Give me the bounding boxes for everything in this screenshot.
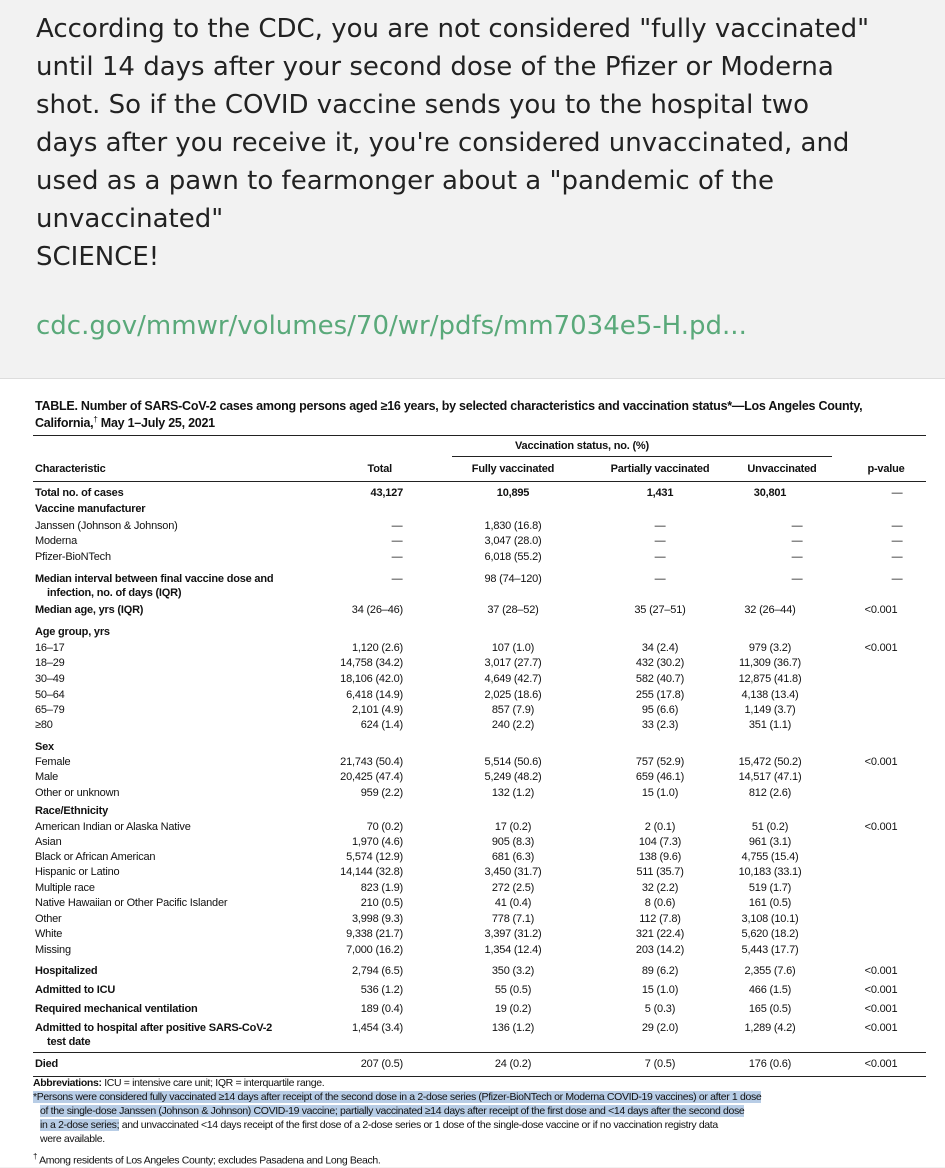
cell-p-value: <0.001 <box>864 642 898 654</box>
cell-fully-vaccinated: 17 (0.2) <box>494 821 532 833</box>
cell-total: 823 (1.9) <box>360 882 403 894</box>
vaccination-status-header: Vaccination status, no. (%) <box>515 440 649 452</box>
cell-fully-vaccinated: 5,514 (50.6) <box>484 756 542 768</box>
cell-fully-vaccinated: 10,895 <box>496 487 530 499</box>
row-label: Median age, yrs (IQR) <box>35 604 144 616</box>
cell-p-value: <0.001 <box>864 821 898 833</box>
post-line: According to the CDC, you are not considered "fully vaccinated" <box>36 14 870 44</box>
cell-p-value: — <box>891 487 903 499</box>
cell-total: 18,106 (42.0) <box>340 673 403 685</box>
cell-partially-vaccinated: 255 (17.8) <box>635 689 685 701</box>
post-line: shot. So if the COVID vaccine sends you to the hospital two <box>36 90 809 120</box>
cell-total: 2,101 (4.9) <box>351 704 403 716</box>
cell-fully-vaccinated: 136 (1.2) <box>491 1022 535 1034</box>
cell-partially-vaccinated: 35 (27–51) <box>634 604 686 616</box>
footnote-star: * <box>33 1091 37 1103</box>
column-header: Characteristic <box>35 463 106 475</box>
cell-total: 9,338 (21.7) <box>346 928 403 940</box>
cell-unvaccinated: 812 (2.6) <box>748 787 792 799</box>
footnote-text: were available. <box>40 1133 105 1145</box>
cell-total: 189 (0.4) <box>360 1003 403 1015</box>
cell-unvaccinated: 176 (0.6) <box>748 1058 792 1070</box>
cell-partially-vaccinated: 32 (2.2) <box>641 882 679 894</box>
footnote <box>40 1105 926 1119</box>
cell-unvaccinated: 4,138 (13.4) <box>741 689 799 701</box>
footnote <box>40 1119 926 1133</box>
cell-p-value: <0.001 <box>864 1003 898 1015</box>
cell-unvaccinated: 15,472 (50.2) <box>738 756 802 768</box>
cell-total: 1,120 (2.6) <box>351 642 403 654</box>
row-label: Vaccine manufacturer <box>35 503 146 515</box>
cell-total: 3,998 (9.3) <box>351 913 403 925</box>
post-line: SCIENCE! <box>36 242 160 272</box>
cell-partially-vaccinated: 757 (52.9) <box>635 756 685 768</box>
cell-partially-vaccinated: 29 (2.0) <box>641 1022 679 1034</box>
cell-partially-vaccinated: 15 (1.0) <box>641 787 679 799</box>
cell-unvaccinated: — <box>791 520 803 532</box>
footnote-dagger: † <box>33 1152 38 1161</box>
cell-total: 21,743 (50.4) <box>340 756 403 768</box>
cell-fully-vaccinated: 41 (0.4) <box>494 897 532 909</box>
cell-partially-vaccinated: 15 (1.0) <box>641 984 679 996</box>
post-line: unvaccinated" <box>36 204 224 234</box>
row-label: Race/Ethnicity <box>35 805 109 817</box>
table-caption <box>35 399 935 430</box>
caption-state: California, <box>35 416 94 431</box>
cell-total: 2,794 (6.5) <box>351 965 403 977</box>
row-label: Multiple race <box>35 882 95 894</box>
cell-fully-vaccinated: 19 (0.2) <box>494 1003 532 1015</box>
cell-total: 624 (1.4) <box>360 719 403 731</box>
cell-total: 20,425 (47.4) <box>340 771 403 783</box>
cell-fully-vaccinated: 24 (0.2) <box>494 1058 532 1070</box>
cell-unvaccinated: 165 (0.5) <box>748 1003 792 1015</box>
cell-partially-vaccinated: 89 (6.2) <box>641 965 679 977</box>
footnote-highlight: Persons were considered fully vaccinated ≥14 days after receipt of the second dose in a 2-dose series (Pfizer-BioNTech or Moderna COVID-19 vaccines) or after 1 dose <box>36 1091 762 1103</box>
cell-p-value: — <box>891 520 903 532</box>
row-label: Asian <box>35 836 62 848</box>
cell-fully-vaccinated: 3,047 (28.0) <box>484 535 542 547</box>
cell-partially-vaccinated: 34 (2.4) <box>641 642 679 654</box>
cell-unvaccinated: 32 (26–44) <box>744 604 796 616</box>
cell-fully-vaccinated: 37 (28–52) <box>487 604 539 616</box>
cell-total: 14,758 (34.2) <box>340 657 403 669</box>
cell-partially-vaccinated: 511 (35.7) <box>636 866 684 878</box>
row-label-continued: test date <box>47 1036 91 1048</box>
footnote-text: and unvaccinated <14 days receipt of the first dose of a 2-dose series or 1 dose of the single-dose vaccine or if no vaccination registry data <box>119 1119 718 1131</box>
footnote <box>33 1150 926 1168</box>
cell-partially-vaccinated: 33 (2.3) <box>641 719 679 731</box>
cell-unvaccinated: 30,801 <box>753 487 787 499</box>
cell-partially-vaccinated: 95 (6.6) <box>641 704 679 716</box>
caption-title: TABLE. Number of SARS-CoV-2 cases among persons aged ≥16 years, by selected characteristics and vaccination status* <box>35 399 732 413</box>
row-label: 16–17 <box>35 642 65 654</box>
row-label: Missing <box>35 944 71 956</box>
cell-unvaccinated: 519 (1.7) <box>748 882 792 894</box>
post-line: used as a pawn to fearmonger about a "pandemic of the <box>36 166 774 196</box>
cell-fully-vaccinated: 4,649 (42.7) <box>484 673 542 685</box>
cell-total: 959 (2.2) <box>360 787 403 799</box>
cell-partially-vaccinated: — <box>654 573 666 585</box>
cell-p-value: <0.001 <box>864 965 898 977</box>
cell-fully-vaccinated: 2,025 (18.6) <box>484 689 542 701</box>
cell-p-value: <0.001 <box>864 1058 898 1070</box>
cell-fully-vaccinated: 3,450 (31.7) <box>484 866 542 878</box>
caption-dagger: † <box>93 415 98 424</box>
cell-partially-vaccinated: — <box>654 551 666 563</box>
cell-total: 43,127 <box>370 487 403 499</box>
cell-total: 5,574 (12.9) <box>346 851 403 863</box>
cell-p-value: — <box>891 551 903 563</box>
row-label: Admitted to hospital after positive SARS-CoV-2 <box>35 1022 273 1034</box>
cell-total: 6,418 (14.9) <box>346 689 403 701</box>
row-label: Other or unknown <box>35 787 120 799</box>
post <box>0 0 945 376</box>
cell-total: 70 (0.2) <box>366 821 403 833</box>
cell-fully-vaccinated: 857 (7.9) <box>491 704 535 716</box>
cell-total: 14,144 (32.8) <box>340 866 403 878</box>
table-rule <box>33 435 926 436</box>
cell-unvaccinated: 961 (3.1) <box>748 836 792 848</box>
cell-fully-vaccinated: 272 (2.5) <box>491 882 535 894</box>
cell-unvaccinated: 466 (1.5) <box>748 984 792 996</box>
footnote <box>40 1133 933 1147</box>
row-label-continued: infection, no. of days (IQR) <box>47 587 182 599</box>
footnote-text: Among residents of Los Angeles County; excludes Pasadena and Long Beach. <box>37 1154 381 1167</box>
cell-fully-vaccinated: 3,397 (31.2) <box>484 928 542 940</box>
cell-p-value: — <box>891 573 903 585</box>
row-label: Died <box>35 1058 59 1070</box>
row-label: Admitted to ICU <box>35 984 116 996</box>
cell-unvaccinated: 1,289 (4.2) <box>744 1022 796 1034</box>
cell-unvaccinated: 351 (1.1) <box>748 719 792 731</box>
cell-unvaccinated: 3,108 (10.1) <box>741 913 799 925</box>
cell-unvaccinated: 979 (3.2) <box>748 642 792 654</box>
cell-total: 1,970 (4.6) <box>351 836 403 848</box>
cell-partially-vaccinated: 2 (0.1) <box>644 821 676 833</box>
cell-partially-vaccinated: 203 (14.2) <box>635 944 685 956</box>
cell-total: 7,000 (16.2) <box>346 944 403 956</box>
row-label: 50–64 <box>35 689 65 701</box>
cell-total: 207 (0.5) <box>360 1058 403 1070</box>
cell-partially-vaccinated: — <box>654 520 666 532</box>
cell-unvaccinated: 14,517 (47.1) <box>738 771 802 783</box>
cell-total: 1,454 (3.4) <box>351 1022 403 1034</box>
post-line: days after you receive it, you're considered unvaccinated, and <box>36 128 850 158</box>
row-label: Sex <box>35 741 54 753</box>
cell-partially-vaccinated: — <box>654 535 666 547</box>
footnote <box>33 1077 926 1091</box>
table-rule <box>33 481 926 482</box>
cell-unvaccinated: 51 (0.2) <box>751 821 789 833</box>
cell-fully-vaccinated: 240 (2.2) <box>491 719 535 731</box>
cell-p-value: <0.001 <box>864 1022 898 1034</box>
cell-unvaccinated: 5,443 (17.7) <box>741 944 799 956</box>
row-label: 30–49 <box>35 673 65 685</box>
cell-fully-vaccinated: 6,018 (55.2) <box>484 551 542 563</box>
row-label: Age group, yrs <box>35 626 110 638</box>
cell-unvaccinated: 5,620 (18.2) <box>741 928 799 940</box>
cell-unvaccinated: 11,309 (36.7) <box>738 657 802 669</box>
cell-total: — <box>391 520 403 532</box>
cell-partially-vaccinated: 1,431 <box>646 487 674 499</box>
column-header: Total <box>367 463 392 475</box>
caption-title-location: —Los Angeles County, <box>731 399 863 413</box>
row-label: 65–79 <box>35 704 65 716</box>
cell-partially-vaccinated: 5 (0.3) <box>644 1003 676 1015</box>
cell-unvaccinated: — <box>791 551 803 563</box>
cell-partially-vaccinated: 8 (0.6) <box>644 897 676 909</box>
row-label: Native Hawaiian or Other Pacific Islander <box>35 897 228 909</box>
column-header: Fully vaccinated <box>471 463 555 475</box>
column-header: p-value <box>867 463 905 475</box>
row-label: Female <box>35 756 71 768</box>
cell-unvaccinated: — <box>791 573 803 585</box>
cell-fully-vaccinated: 905 (8.3) <box>491 836 535 848</box>
cell-total: 536 (1.2) <box>360 984 403 996</box>
cell-partially-vaccinated: 112 (7.8) <box>639 913 681 925</box>
cell-partially-vaccinated: 104 (7.3) <box>638 836 682 848</box>
abbreviations-text: ICU = intensive care unit; IQR = interquartile range. <box>101 1077 325 1089</box>
row-label: Total no. of cases <box>35 487 124 499</box>
row-label: Hispanic or Latino <box>35 866 120 878</box>
cell-partially-vaccinated: 7 (0.5) <box>644 1058 676 1070</box>
row-label: Male <box>35 771 59 783</box>
abbreviations-label: Abbreviations: <box>33 1077 102 1089</box>
row-label: Moderna <box>35 535 78 547</box>
cell-partially-vaccinated: 321 (22.4) <box>635 928 685 940</box>
row-label: Median interval between final vaccine dose and <box>35 573 274 585</box>
cell-partially-vaccinated: 582 (40.7) <box>635 673 685 685</box>
cell-fully-vaccinated: 1,354 (12.4) <box>484 944 542 956</box>
row-label: American Indian or Alaska Native <box>35 821 191 833</box>
row-label: Black or African American <box>35 851 156 863</box>
row-label: 18–29 <box>35 657 65 669</box>
footnote <box>33 1091 926 1105</box>
table-rule <box>33 1052 926 1053</box>
footnote-highlight: in a 2-dose series; <box>40 1119 120 1131</box>
cell-unvaccinated: 161 (0.5) <box>748 897 792 909</box>
column-header: Unvaccinated <box>747 463 817 475</box>
cell-partially-vaccinated: 659 (46.1) <box>635 771 685 783</box>
cell-unvaccinated: 4,755 (15.4) <box>741 851 799 863</box>
cell-fully-vaccinated: 1,830 (16.8) <box>484 520 542 532</box>
cell-total: — <box>391 573 403 585</box>
row-label: Hospitalized <box>35 965 98 977</box>
post-text <box>36 10 926 276</box>
group-header-rule <box>452 456 832 457</box>
cell-unvaccinated: 10,183 (33.1) <box>738 866 802 878</box>
cell-p-value: <0.001 <box>864 984 898 996</box>
cell-fully-vaccinated: 681 (6.3) <box>491 851 535 863</box>
column-header: Partially vaccinated <box>610 463 710 475</box>
cell-fully-vaccinated: 55 (0.5) <box>494 984 532 996</box>
cell-p-value: <0.001 <box>864 604 898 616</box>
cell-fully-vaccinated: 3,017 (27.7) <box>484 657 542 669</box>
row-label: ≥80 <box>35 719 53 731</box>
table-image <box>0 378 945 1167</box>
cell-p-value: — <box>891 535 903 547</box>
cell-unvaccinated: 2,355 (7.6) <box>744 965 796 977</box>
row-label: Janssen (Johnson & Johnson) <box>35 520 178 532</box>
cell-total: — <box>391 535 403 547</box>
row-label: Pfizer-BioNTech <box>35 551 111 563</box>
cell-unvaccinated: 1,149 (3.7) <box>744 704 796 716</box>
caption-dates: May 1–July 25, 2021 <box>97 416 215 431</box>
cell-fully-vaccinated: 107 (1.0) <box>491 642 535 654</box>
row-label: Other <box>35 913 62 925</box>
cell-total: 34 (26–46) <box>351 604 403 616</box>
post-line: until 14 days after your second dose of the Pfizer or Moderna <box>36 52 834 82</box>
cell-fully-vaccinated: 778 (7.1) <box>491 913 535 925</box>
cell-partially-vaccinated: 432 (30.2) <box>635 657 685 669</box>
cell-total: — <box>391 551 403 563</box>
cell-partially-vaccinated: 138 (9.6) <box>638 851 682 863</box>
cell-fully-vaccinated: 98 (74–120) <box>484 573 542 585</box>
cell-fully-vaccinated: 350 (3.2) <box>491 965 535 977</box>
row-label: White <box>35 928 63 940</box>
cell-fully-vaccinated: 5,249 (48.2) <box>484 771 542 783</box>
cell-total: 210 (0.5) <box>360 897 403 909</box>
cell-p-value: <0.001 <box>864 756 898 768</box>
cell-unvaccinated: — <box>791 535 803 547</box>
footnote-highlight: of the single-dose Janssen (Johnson & Johnson) COVID-19 vaccine; partially vaccinated ≥14 days after receipt of the first dose and <14 days after the second dose <box>40 1105 745 1117</box>
cell-unvaccinated: 12,875 (41.8) <box>738 673 802 685</box>
source-link[interactable]: cdc.gov/mmwr/volumes/70/wr/pdfs/mm7034e5-H.pd... <box>36 311 747 341</box>
row-label: Required mechanical ventilation <box>35 1003 198 1015</box>
cell-fully-vaccinated: 132 (1.2) <box>491 787 535 799</box>
